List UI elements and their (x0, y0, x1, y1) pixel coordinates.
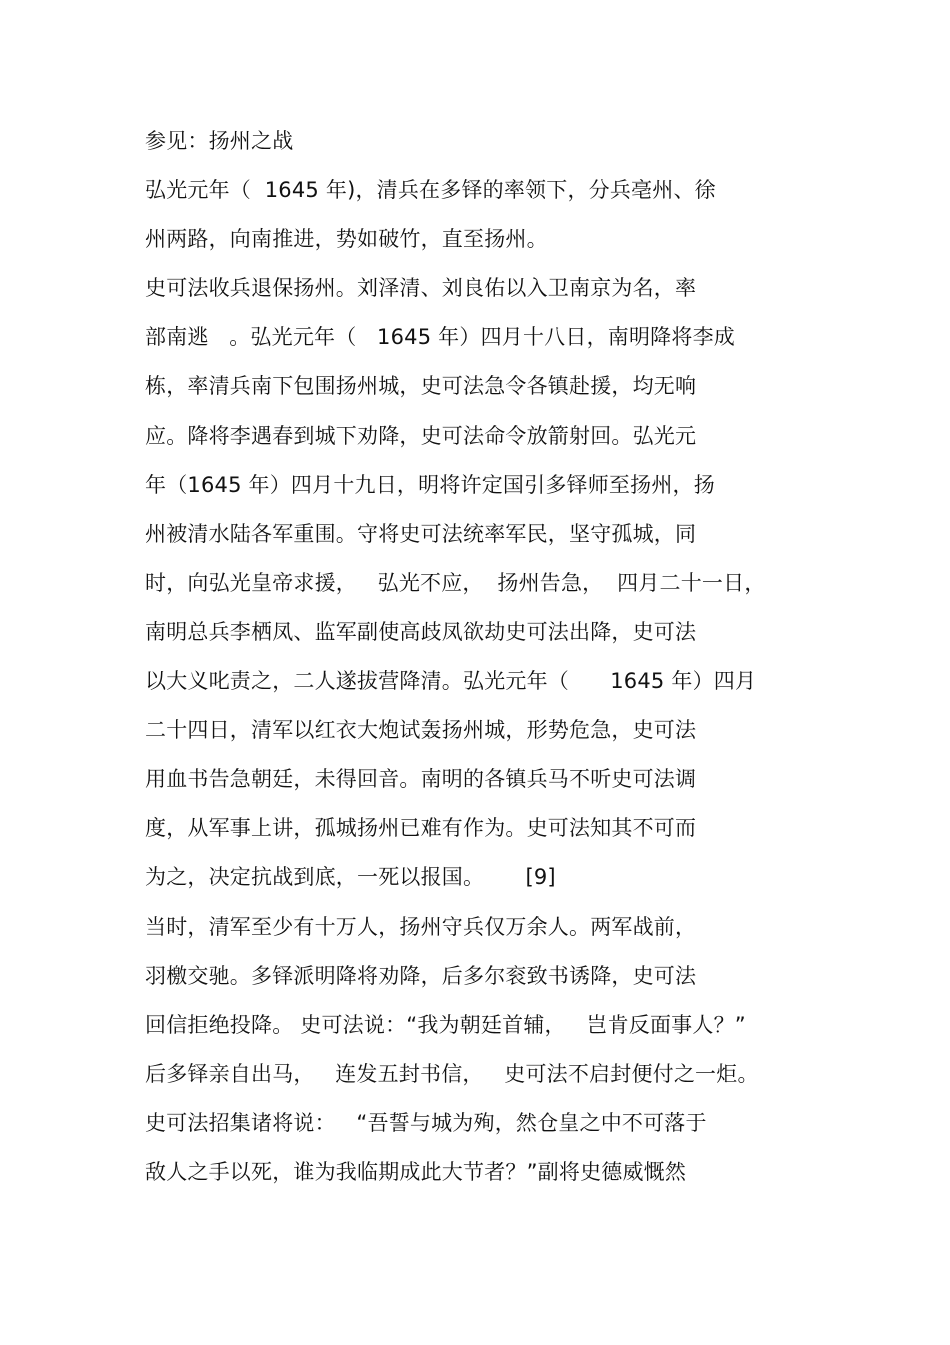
document-line: 羽檄交驰。多铎派明降将劝降，后多尔衮致书诱降，史可法 (145, 963, 697, 988)
document-line: 年（1645 年）四月十九日，明将许定国引多铎师至扬州，扬 (145, 472, 715, 497)
document-line: 敌人之手以死，谁为我临期成此大节者？”副将史德威慨然 (145, 1159, 687, 1184)
document-line: 回信拒绝投降。 史可法说：“我为朝廷首辅， 岂肯反面事人？” (145, 1012, 746, 1037)
document-line: 栋，率清兵南下包围扬州城，史可法急令各镇赴援，均无响 (145, 374, 697, 399)
document-line: 用血书告急朝廷，未得回音。南明的各镇兵马不听史可法调 (145, 767, 697, 792)
document-body (145, 122, 925, 1202)
document-line: 当时，清军至少有十万人，扬州守兵仅万余人。两军战前， (145, 914, 697, 939)
document-line: 州被清水陆各军重围。守将史可法统率军民，坚守孤城，同 (145, 521, 697, 546)
document-line: 后多铎亲自出马， 连发五封书信， 史可法不启封便付之一炬。 (145, 1061, 759, 1086)
document-line: 史可法招集诸将说： “吾誓与城为殉，然仓皇之中不可落于 (145, 1110, 707, 1135)
document-line: 时，向弘光皇帝求援， 弘光不应， 扬州告急， 四月二十一日， (145, 570, 766, 595)
document-line: 为之，决定抗战到底，一死以报国。 [9] (145, 865, 556, 890)
document-line: 度，从军事上讲，孤城扬州已难有作为。史可法知其不可而 (145, 816, 697, 841)
document-line: 史可法收兵退保扬州。刘泽清、刘良佑以入卫南京为名，率 (145, 276, 697, 301)
document-line: 南明总兵李栖凤、监军副使高歧凤欲劫史可法出降，史可法 (145, 619, 697, 644)
document-line: 应。降将李遇春到城下劝降，史可法命令放箭射回。弘光元 (145, 423, 697, 448)
document-line: 以大义叱责之，二人遂拔营降清。弘光元年（ 1645 年）四月 (145, 669, 757, 694)
document-line: 州两路，向南推进，势如破竹，直至扬州。 (145, 227, 548, 252)
document-line: 二十四日，清军以红衣大炮试轰扬州城，形势危急，史可法 (145, 718, 697, 743)
document-line: 弘光元年（ 1645 年)，清兵在多铎的率领下，分兵亳州、徐 (145, 178, 716, 203)
document-line-heading: 参见：扬州之战 (145, 129, 294, 153)
document-line: 部南逃 。弘光元年（ 1645 年）四月十八日，南明降将李成 (145, 325, 735, 350)
